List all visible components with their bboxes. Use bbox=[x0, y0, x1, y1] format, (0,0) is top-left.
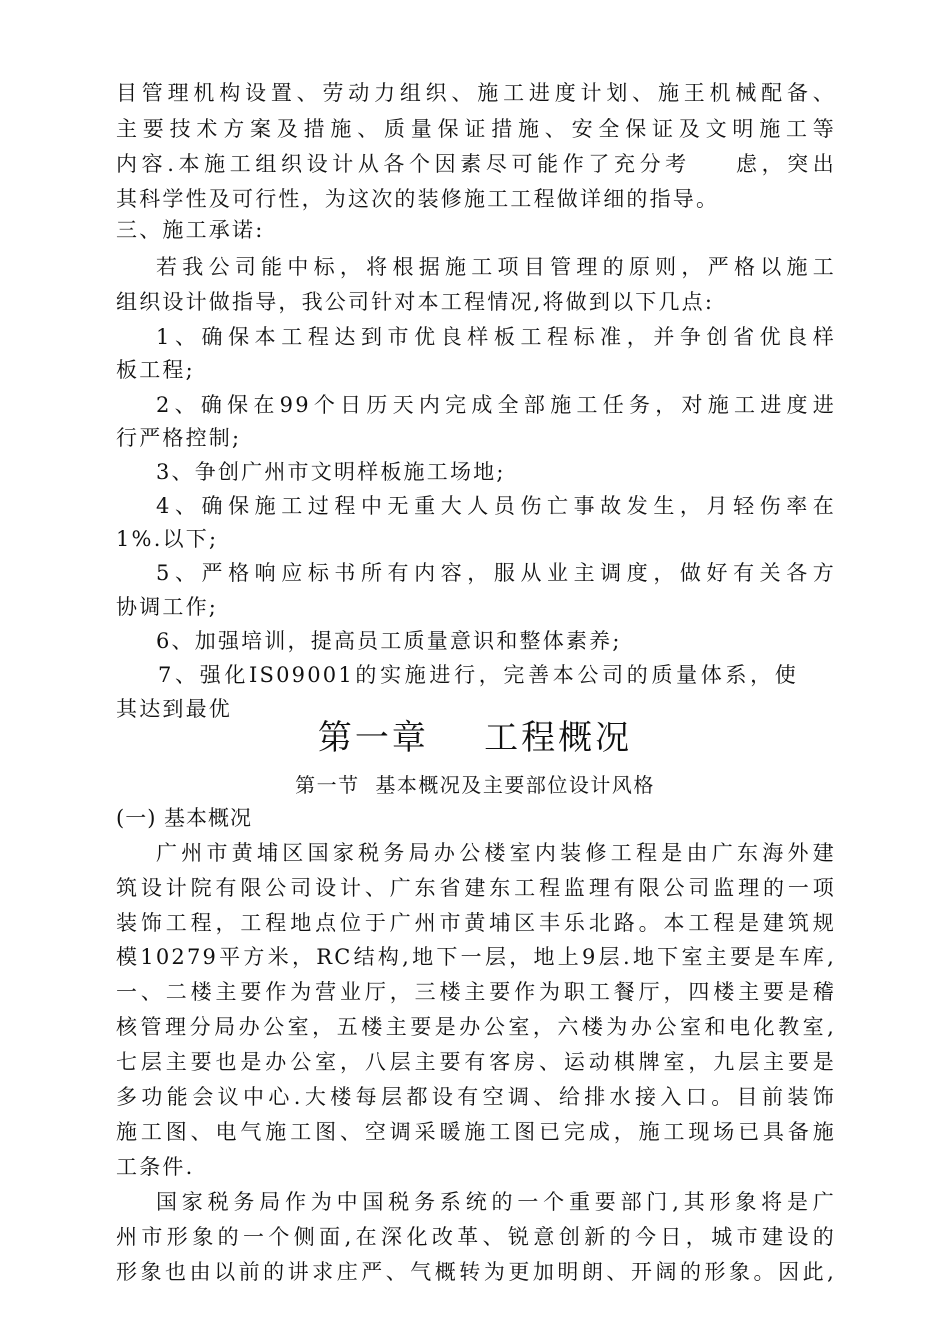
paragraph-line: 多功能会议中心.大楼每层都设有空调、给排水接入口。目前装饰 bbox=[116, 1085, 836, 1109]
paragraph-line: 其科学性及可行性，为这次的装修施工工程做详细的指导。 bbox=[116, 187, 720, 211]
list-item-5: 5、严格响应标书所有内容，服从业主调度，做好有关各方 bbox=[156, 561, 836, 585]
paragraph-line: 装饰工程，工程地点位于广州市黄埔区丰乐北路。本工程是建筑规 bbox=[116, 911, 836, 935]
list-item-7: 7、强化IS09001的实施进行，完善本公司的质量体系，使 bbox=[158, 663, 798, 687]
paragraph-line: 若我公司能中标，将根据施工项目管理的原则，严格以施工 bbox=[156, 255, 836, 279]
chapter-title: 第一章 工程概况 bbox=[317, 718, 633, 758]
paragraph-line: 国家税务局作为中国税务系统的一个重要部门,其形象将是广 bbox=[156, 1190, 836, 1214]
section-title: 第一节 基本概况及主要部位设计风格 bbox=[295, 773, 655, 797]
paragraph-line: 形象也由以前的讲求庄严、气概转为更加明朗、开阔的形象。因此, bbox=[116, 1260, 836, 1284]
list-item-4: 4、确保施工过程中无重大人员伤亡事故发生，月轻伤率在 bbox=[156, 494, 836, 518]
list-item-4-cont: 1%.以下; bbox=[116, 527, 219, 551]
list-item-3: 3、争创广州市文明样板施工场地; bbox=[156, 460, 506, 484]
paragraph-line: 施工图、电气施工图、空调采暖施工图已完成，施工现场已具备施 bbox=[116, 1120, 836, 1144]
list-item-2-cont: 行严格控制; bbox=[116, 426, 242, 450]
paragraph-line: 内容.本施工组织设计从各个因素尽可能作了充分考 虑，突出 bbox=[116, 152, 836, 176]
paragraph-line: 模10279平方米，RC结构,地下一层，地上9层.地下室主要是车库, bbox=[116, 945, 836, 969]
list-item-7-cont: 其达到最优 bbox=[116, 697, 232, 721]
paragraph-line: 核管理分局办公室，五楼主要是办公室，六楼为办公室和电化教室, bbox=[116, 1015, 836, 1039]
paragraph-line: 工条件. bbox=[116, 1155, 195, 1179]
paragraph-line: 七层主要也是办公室，八层主要有客房、运动棋牌室，九层主要是 bbox=[116, 1050, 836, 1074]
paragraph-line: 目管理机构设置、劳动力组织、施工进度计划、施王机械配备、 bbox=[116, 81, 836, 105]
paragraph-line: 主要技术方案及措施、质量保证措施、安全保证及文明施工等 bbox=[116, 117, 836, 141]
list-item-1-cont: 板工程; bbox=[116, 358, 195, 382]
list-item-1: 1、确保本工程达到市优良样板工程标准，并争创省优良样 bbox=[156, 325, 836, 349]
paragraph-line: 广州市黄埔区国家税务局办公楼室内装修工程是由广东海外建 bbox=[156, 841, 836, 865]
list-item-6: 6、加强培训，提高员工质量意识和整体素养; bbox=[156, 629, 622, 653]
paragraph-line: 州市形象的一个侧面,在深化改革、锐意创新的今日，城市建设的 bbox=[116, 1225, 836, 1249]
list-item-2: 2、确保在99个日历天内完成全部施工任务，对施工进度进 bbox=[156, 393, 836, 417]
section-heading-commitment: 三、施工承诺: bbox=[116, 218, 265, 242]
list-item-5-cont: 协调工作; bbox=[116, 595, 219, 619]
paragraph-line: 一、二楼主要作为营业厅，三楼主要作为职工餐厅，四楼主要是稽 bbox=[116, 980, 836, 1004]
paragraph-line: 组织设计做指导，我公司针对本工程情况,将做到以下几点: bbox=[116, 290, 715, 314]
paragraph-line: 筑设计院有限公司设计、广东省建东工程监理有限公司监理的一项 bbox=[116, 876, 836, 900]
subsection-heading: (一) 基本概况 bbox=[116, 806, 253, 830]
